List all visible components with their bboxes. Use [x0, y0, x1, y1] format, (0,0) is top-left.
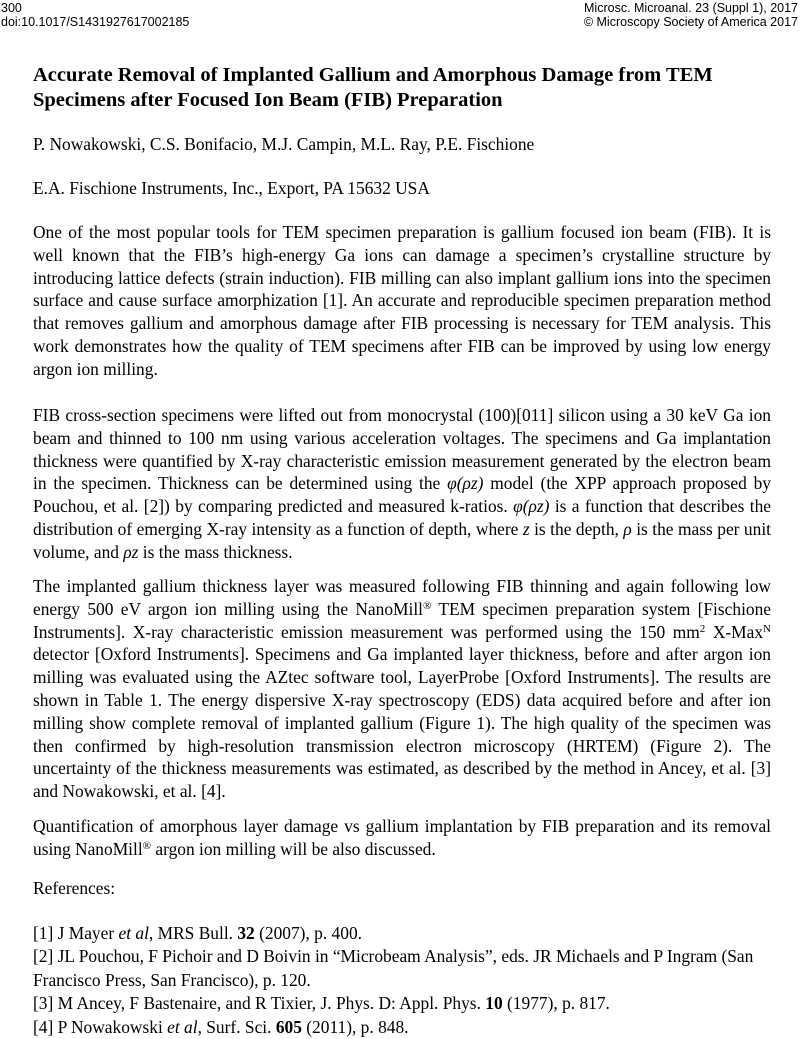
squared-superscript: 2 — [699, 622, 706, 635]
text-run: model (the XPP approach proposed by Pouchou, et al. [2]) by comparing predicted and measured k-ratios. — [33, 473, 771, 517]
text-run: Quantification of amorphous layer damage vs gallium implantation by FIB preparation and its removal using NanoMill — [33, 816, 771, 859]
text-run: (2007), p. 400. — [254, 923, 362, 943]
reference-item — [33, 922, 778, 945]
paragraph-results — [33, 575, 771, 803]
rho-symbol: ρ — [623, 518, 632, 539]
text-run: (1977), p. 817. — [502, 993, 610, 1014]
rho-z-symbol: ρz — [123, 541, 139, 562]
text-run: is the mass per unit volume, and — [33, 518, 771, 562]
volume-number: 605 — [275, 1016, 302, 1037]
text-run: TEM specimen preparation system [Fischione Instruments]. X-ray characteristic emission measurement was performed using the 150 mm — [33, 598, 772, 642]
phi-rho-z-symbol: φ(ρz) — [447, 473, 484, 494]
text-run: detector [Oxford Instruments]. Specimens and Ga implanted layer thickness, before and after argon ion milling was evaluated using the AZtec software tool, LayerProbe [Oxford Instruments]. The results are shown in Table 1. The energy dispersive X-ray spectroscopy (EDS) data acquired before and after ion milling show complete removal of implanted gallium (Figure 1). The high quality of the specimen was then confirmed by high-resolution transmission electron microscopy (HRTEM) (Figure 2). The uncertainty of the thickness measurements was estimated, as described by the method in Ancey, et al. [3] and Nowakowski, et al. [4]. — [33, 644, 771, 802]
reference-item — [33, 992, 778, 1015]
registered-mark: ® — [142, 839, 152, 852]
text-run: is the depth, — [529, 518, 624, 539]
text-run: is a function that describes the distribution of emerging X-ray intensity as a function of depth, where — [33, 496, 771, 539]
volume-number: 10 — [485, 993, 503, 1014]
text-run: , Surf. Sci. — [197, 1016, 276, 1037]
paragraph-methods — [33, 404, 771, 564]
text-run: [4] P Nowakowski — [33, 1016, 168, 1037]
running-header-right — [584, 1, 798, 29]
text-run: argon ion milling will be also discussed. — [151, 838, 436, 859]
text-run: [1] J Mayer — [33, 923, 119, 943]
paragraph-conclusion — [33, 815, 771, 861]
copyright-notice: © Microscopy Society of America 2017 — [583, 15, 798, 29]
text-run: FIB cross-section specimens were lifted out from monocrystal (100)[011] silicon using a 30 keV Ga ion beam and thinned to 100 nm using various acceleration voltages. The specimens and Ga implantation thickness were quantified by X-ray characteristic emission measurement generated by the electron beam in the specimen. Thickness can be determined using the — [33, 405, 771, 494]
references-heading: References: — [33, 878, 116, 898]
reference-list — [33, 922, 778, 1039]
et-al: et al — [118, 923, 149, 943]
text-run: The implanted gallium thickness layer was measured following FIB thinning and again following low energy 500 eV argon ion milling using the NanoMill — [33, 576, 771, 619]
paragraph-intro: One of the most popular tools for TEM specimen preparation is gallium focused ion beam (FIB). It is well known that the FIB’s high-energy Ga ions can damage a specimen’s crystalline structure by introducing lattice defects (strain induction). FIB milling can also implant gallium ions into the specimen surface and cause surface amorphization [1]. An accurate and reproducible specimen preparation method that removes gallium and amorphous damage after FIB processing is necessary for TEM analysis. This work demonstrates how the quality of TEM specimens after FIB can be improved by using low energy argon ion milling. — [33, 222, 771, 379]
z-symbol: z — [522, 518, 530, 539]
phi-rho-z-symbol: φ(ρz) — [513, 496, 550, 517]
text-run: (2011), p. 848. — [301, 1016, 409, 1037]
text-run: is the mass thickness. — [138, 541, 293, 562]
text-run: [3] M Ancey, F Bastenaire, and R Tixier, J. Phys. D: Appl. Phys. — [33, 993, 486, 1014]
superscript-n: N — [763, 622, 771, 635]
text-run: , MRS Bull. — [148, 923, 238, 943]
text-run: X-Max — [705, 621, 764, 642]
registered-mark: ® — [423, 599, 432, 612]
paper-title: Accurate Removal of Implanted Gallium and Amorphous Damage from TEM Specimens after Focused Ion Beam (FIB) Preparation — [33, 64, 713, 111]
running-header-left — [1, 1, 189, 29]
reference-item — [33, 1016, 778, 1039]
et-al: et al — [167, 1016, 198, 1037]
author-list: P. Nowakowski, C.S. Bonifacio, M.J. Campin, M.L. Ray, P.E. Fischione — [33, 134, 535, 154]
volume-number: 32 — [237, 923, 255, 943]
journal-citation: Microsc. Microanal. 23 (Suppl 1), 2017 — [584, 1, 798, 15]
affiliation: E.A. Fischione Instruments, Inc., Export, PA 15632 USA — [33, 178, 430, 198]
page-number: 300 — [1, 1, 22, 15]
doi: doi:10.1017/S1431927617002185 — [1, 15, 190, 29]
reference-item: [2] JL Pouchou, F Pichoir and D Boivin in “Microbeam Analysis”, eds. JR Michaels and P Ingram (San Francisco Press, San Francisco), p. 120. — [33, 946, 754, 990]
